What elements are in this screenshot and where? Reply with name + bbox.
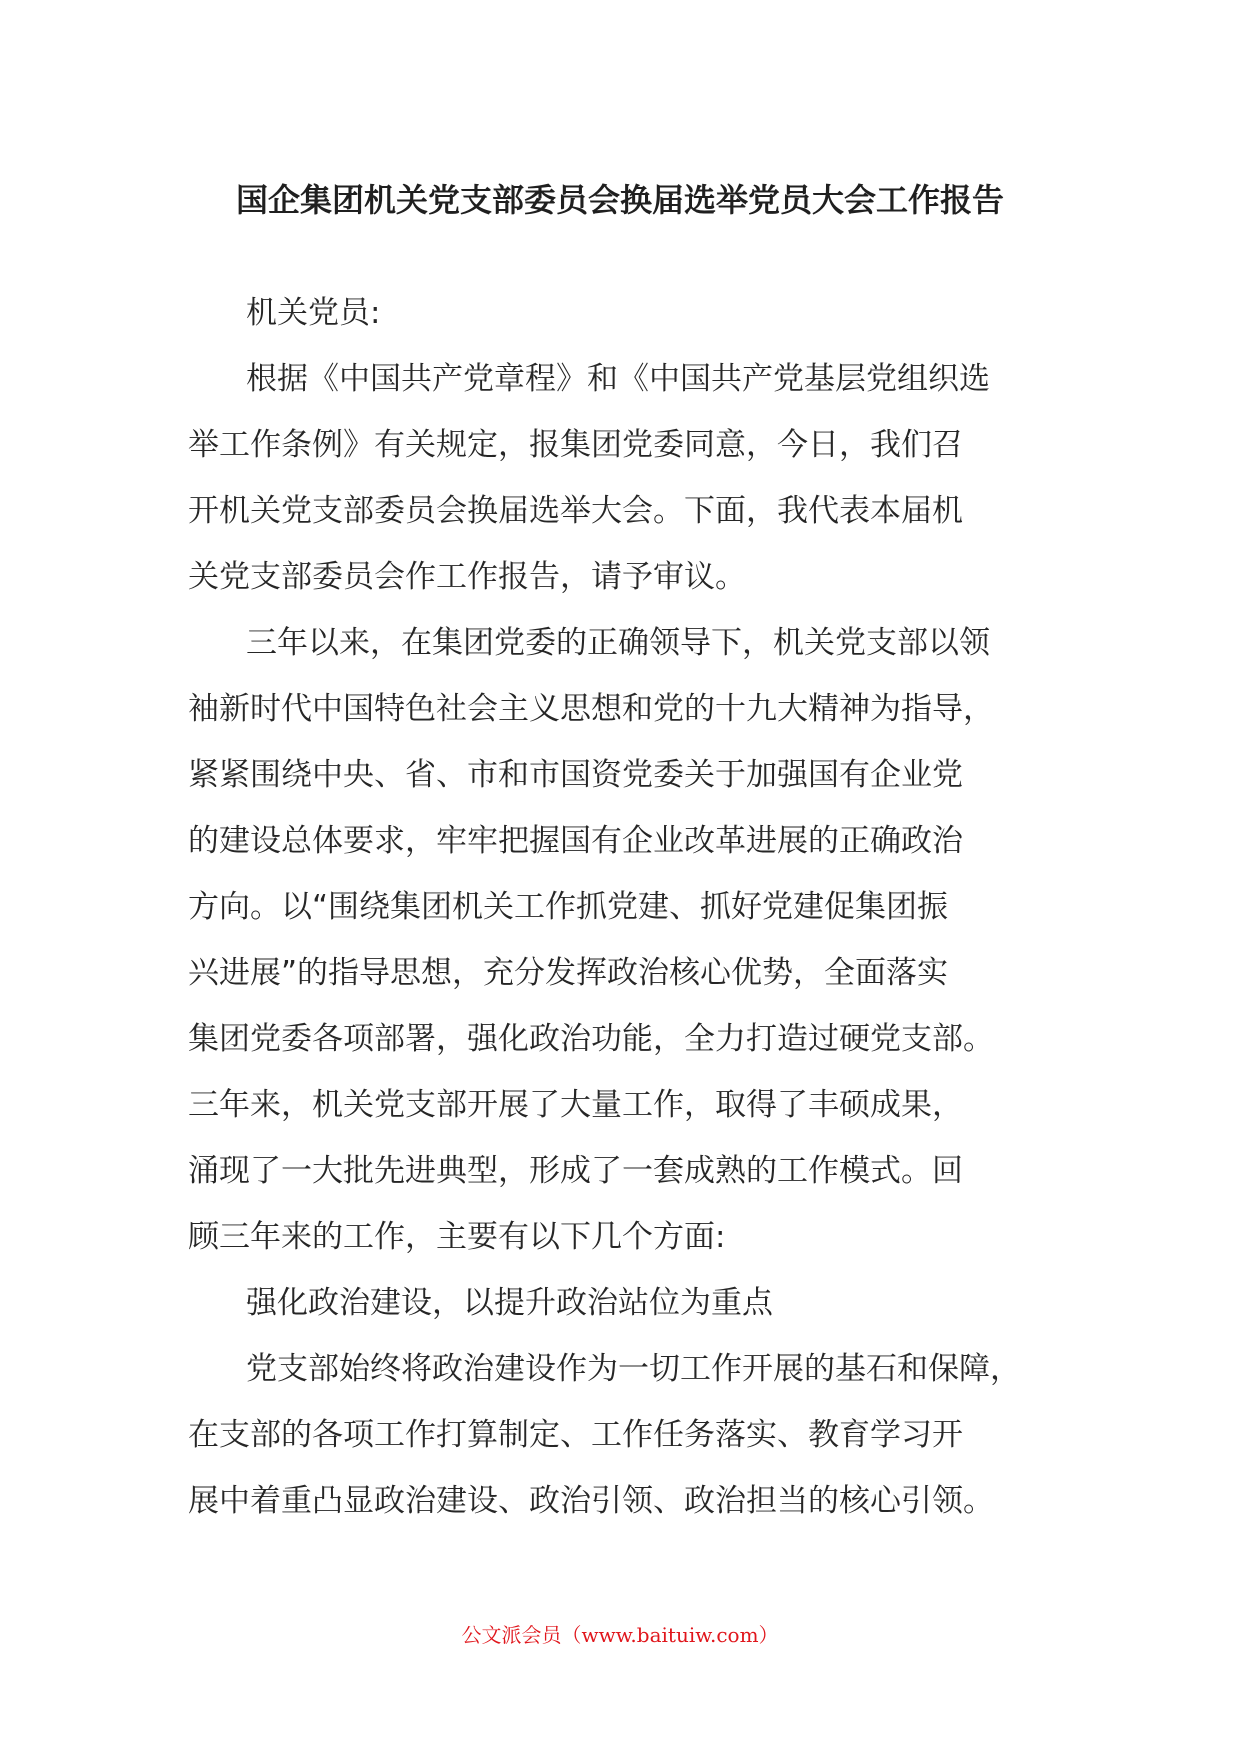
paragraph-line: 的建设总体要求，牢牢把握国有企业改革进展的正确政治 bbox=[188, 823, 963, 859]
paragraph-line: 袖新时代中国特色社会主义思想和党的十九大精神为指导， bbox=[188, 691, 994, 727]
paragraph-line: 开机关党支部委员会换届选举大会。下面，我代表本届机 bbox=[188, 493, 963, 529]
paragraph-line: 兴进展”的指导思想，充分发挥政治核心优势，全面落实 bbox=[188, 955, 949, 991]
document-body bbox=[188, 280, 1068, 1534]
paragraph-line: 方向。以“围绕集团机关工作抓党建、抓好党建促集团振 bbox=[188, 889, 949, 925]
paragraph-line: 根据《中国共产党章程》和《中国共产党基层党组织选 bbox=[246, 361, 990, 397]
paragraph-line: 紧紧围绕中央、省、市和市国资党委关于加强国有企业党 bbox=[188, 757, 963, 793]
paragraph-line: 三年来，机关党支部开展了大量工作，取得了丰硕成果， bbox=[188, 1087, 963, 1123]
paragraph-line: 顾三年来的工作，主要有以下几个方面: bbox=[188, 1219, 726, 1255]
paragraph-line: 涌现了一大批先进典型，形成了一套成熟的工作模式。回 bbox=[188, 1153, 963, 1189]
section-heading: 强化政治建设，以提升政治站位为重点 bbox=[246, 1285, 773, 1321]
paragraph-line: 展中着重凸显政治建设、政治引领、政治担当的核心引领。 bbox=[188, 1483, 994, 1519]
paragraph-line: 关党支部委员会作工作报告，请予审议。 bbox=[188, 559, 746, 595]
salutation-line: 机关党员: bbox=[246, 295, 381, 331]
paragraph-line: 集团党委各项部署，强化政治功能，全力打造过硬党支部。 bbox=[188, 1021, 994, 1057]
paragraph-line: 举工作条例》有关规定，报集团党委同意，今日，我们召 bbox=[188, 427, 963, 463]
paragraph-line: 三年以来，在集团党委的正确领导下，机关党支部以领 bbox=[246, 625, 990, 661]
paragraph-line: 党支部始终将政治建设作为一切工作开展的基石和保障， bbox=[246, 1351, 1021, 1387]
footer-watermark: 公文派会员（www.baituiw.com） bbox=[461, 1623, 779, 1647]
document-title: 国企集团机关党支部委员会换届选举党员大会工作报告 bbox=[235, 181, 1004, 219]
paragraph-line: 在支部的各项工作打算制定、工作任务落实、教育学习开 bbox=[188, 1417, 963, 1453]
